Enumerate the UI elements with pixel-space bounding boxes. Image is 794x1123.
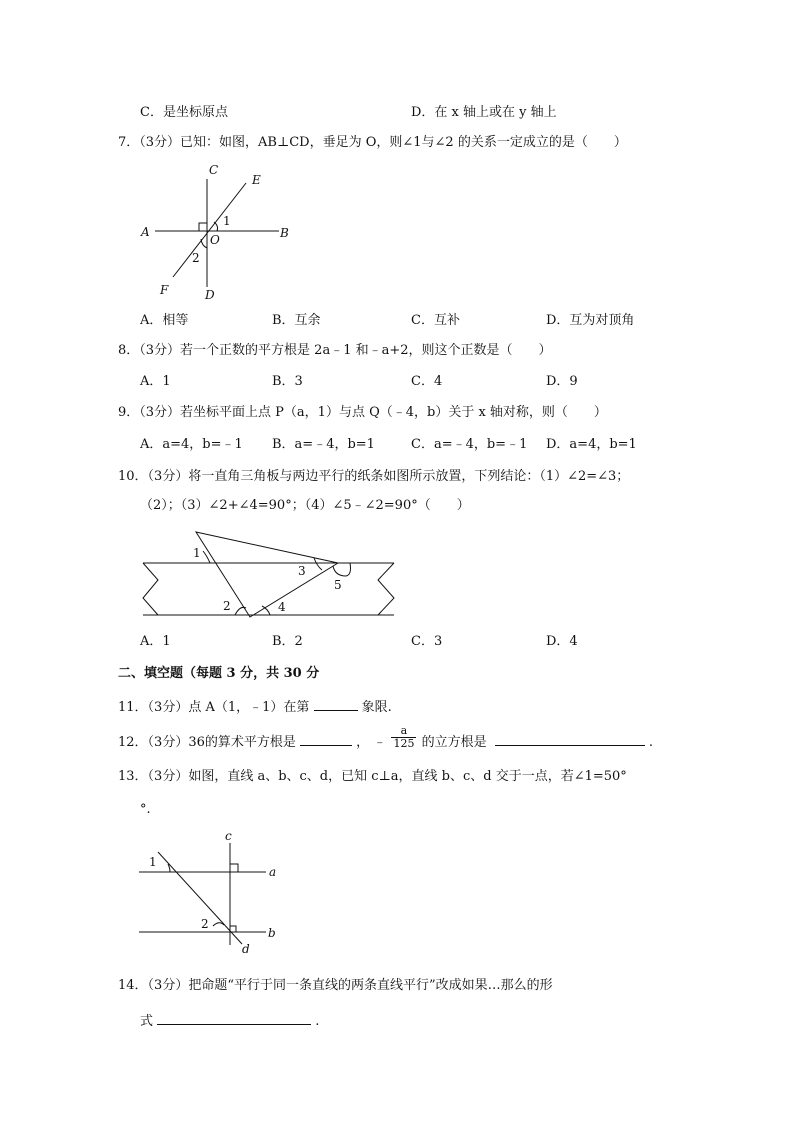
q9-stem: 9．（3分）若坐标平面上点 P（a，1）与点 Q（﹣4，b）关于 x 轴对称，则（ ） bbox=[118, 405, 607, 420]
q12-fraction-numerator: a bbox=[391, 725, 416, 738]
q13-line-d bbox=[158, 852, 242, 944]
q8-stem: 8．（3分）若一个正数的平方根是 2a﹣1 和﹣a+2，则这个正数是（ ） bbox=[118, 343, 552, 358]
q10-label-1: 1 bbox=[193, 546, 201, 560]
q9-option-a: A．a=4，b=﹣1 bbox=[140, 437, 243, 452]
q13-angle-2-arc bbox=[213, 923, 224, 926]
q10-label-3: 3 bbox=[298, 564, 306, 578]
q10-option-d: D．4 bbox=[546, 634, 578, 649]
q13-label-b: b bbox=[268, 926, 276, 940]
q7-label-c: C bbox=[209, 163, 219, 177]
q7-label-f: F bbox=[160, 283, 169, 297]
q12-neg-sign: ﹣ bbox=[373, 735, 387, 750]
q14-stem: 14．（3分）把命题“平行于同一条直线的两条直线平行”改成如果…那么的形 bbox=[118, 978, 553, 993]
q7-label-o: O bbox=[210, 233, 220, 247]
q13-right-angle-mark bbox=[230, 864, 238, 872]
q14-line2 bbox=[140, 1010, 319, 1031]
q11-text-before: 11．（3分）点 A（1，﹣1）在第 bbox=[118, 700, 310, 715]
q11-text-after: 象限. bbox=[361, 700, 392, 715]
q10-option-c: C．3 bbox=[411, 634, 443, 649]
q8-option-d: D．9 bbox=[546, 374, 578, 389]
q10-stem-line2: （2）；（3）∠2+∠4=90°；（4）∠5﹣∠2=90°（ ） bbox=[140, 498, 470, 513]
q9-option-b: B．a=﹣4，b=1 bbox=[272, 437, 375, 452]
q13-stem-line2: °. bbox=[140, 802, 151, 817]
q7-stem: 7．（3分）已知：如图，AB⊥CD，垂足为 O，则∠1与∠2 的关系一定成立的是（ ） bbox=[118, 135, 627, 150]
q7-label-e: E bbox=[252, 173, 261, 187]
q7-label-b: B bbox=[280, 226, 289, 240]
q7-label-2: 2 bbox=[192, 251, 200, 265]
q12-text-mid: ， bbox=[356, 735, 370, 750]
q13-label-2: 2 bbox=[201, 917, 209, 931]
q12-fraction-denominator: 125 bbox=[393, 737, 415, 750]
q12-text-after: 的立方根是 bbox=[421, 735, 487, 750]
q13-label-d: d bbox=[242, 942, 250, 956]
q10-label-5: 5 bbox=[334, 578, 342, 592]
q10-stem-line1: 10．（3分）将一直角三角板与两边平行的纸条如图所示放置，下列结论：（1）∠2=∠3； bbox=[118, 469, 630, 484]
q7-label-1: 1 bbox=[223, 214, 231, 228]
q10-option-a: A．1 bbox=[140, 634, 171, 649]
q6-option-d: D．在 x 轴上或在 y 轴上 bbox=[411, 105, 557, 120]
q7-label-d: D bbox=[205, 288, 215, 302]
q8-option-c: C．4 bbox=[411, 374, 443, 389]
q7-option-b: B．互余 bbox=[272, 313, 321, 328]
q10-label-2: 2 bbox=[223, 599, 231, 613]
q10-label-4: 4 bbox=[278, 600, 286, 614]
q14-answer-blank[interactable] bbox=[157, 1010, 311, 1025]
q14-text-before: 式 bbox=[140, 1014, 154, 1029]
q8-option-b: B．3 bbox=[272, 374, 303, 389]
q13-stem: 13．（3分）如图，直线 a、b、c、d，已知 c⊥a，直线 b、c、d 交于一点，若∠1=50° bbox=[118, 769, 627, 784]
q13-small-square-b bbox=[230, 926, 236, 932]
q14-text-end: . bbox=[315, 1014, 320, 1029]
q9-option-d: D．a=4，b=1 bbox=[546, 437, 637, 452]
q10-option-b: B．2 bbox=[272, 634, 303, 649]
q13-label-1: 1 bbox=[149, 855, 157, 869]
section-2-title: 二、填空题（每题 3 分，共 30 分 bbox=[118, 666, 320, 681]
q7-option-c: C．互补 bbox=[411, 313, 460, 328]
q13-label-a: a bbox=[269, 865, 277, 879]
q8-option-a: A．1 bbox=[140, 374, 171, 389]
q7-option-a: A．相等 bbox=[140, 313, 189, 328]
q7-option-d: D．互为对顶角 bbox=[546, 313, 635, 328]
q9-option-c: C．a=﹣4，b=﹣1 bbox=[411, 437, 528, 452]
q7-label-a: A bbox=[141, 225, 150, 239]
q12-text-before: 12．（3分）36的算术平方根是 bbox=[118, 735, 296, 750]
q6-option-c: C．是坐标原点 bbox=[140, 105, 228, 120]
q12-text-end: . bbox=[648, 735, 654, 750]
q13-label-c: c bbox=[225, 829, 232, 843]
